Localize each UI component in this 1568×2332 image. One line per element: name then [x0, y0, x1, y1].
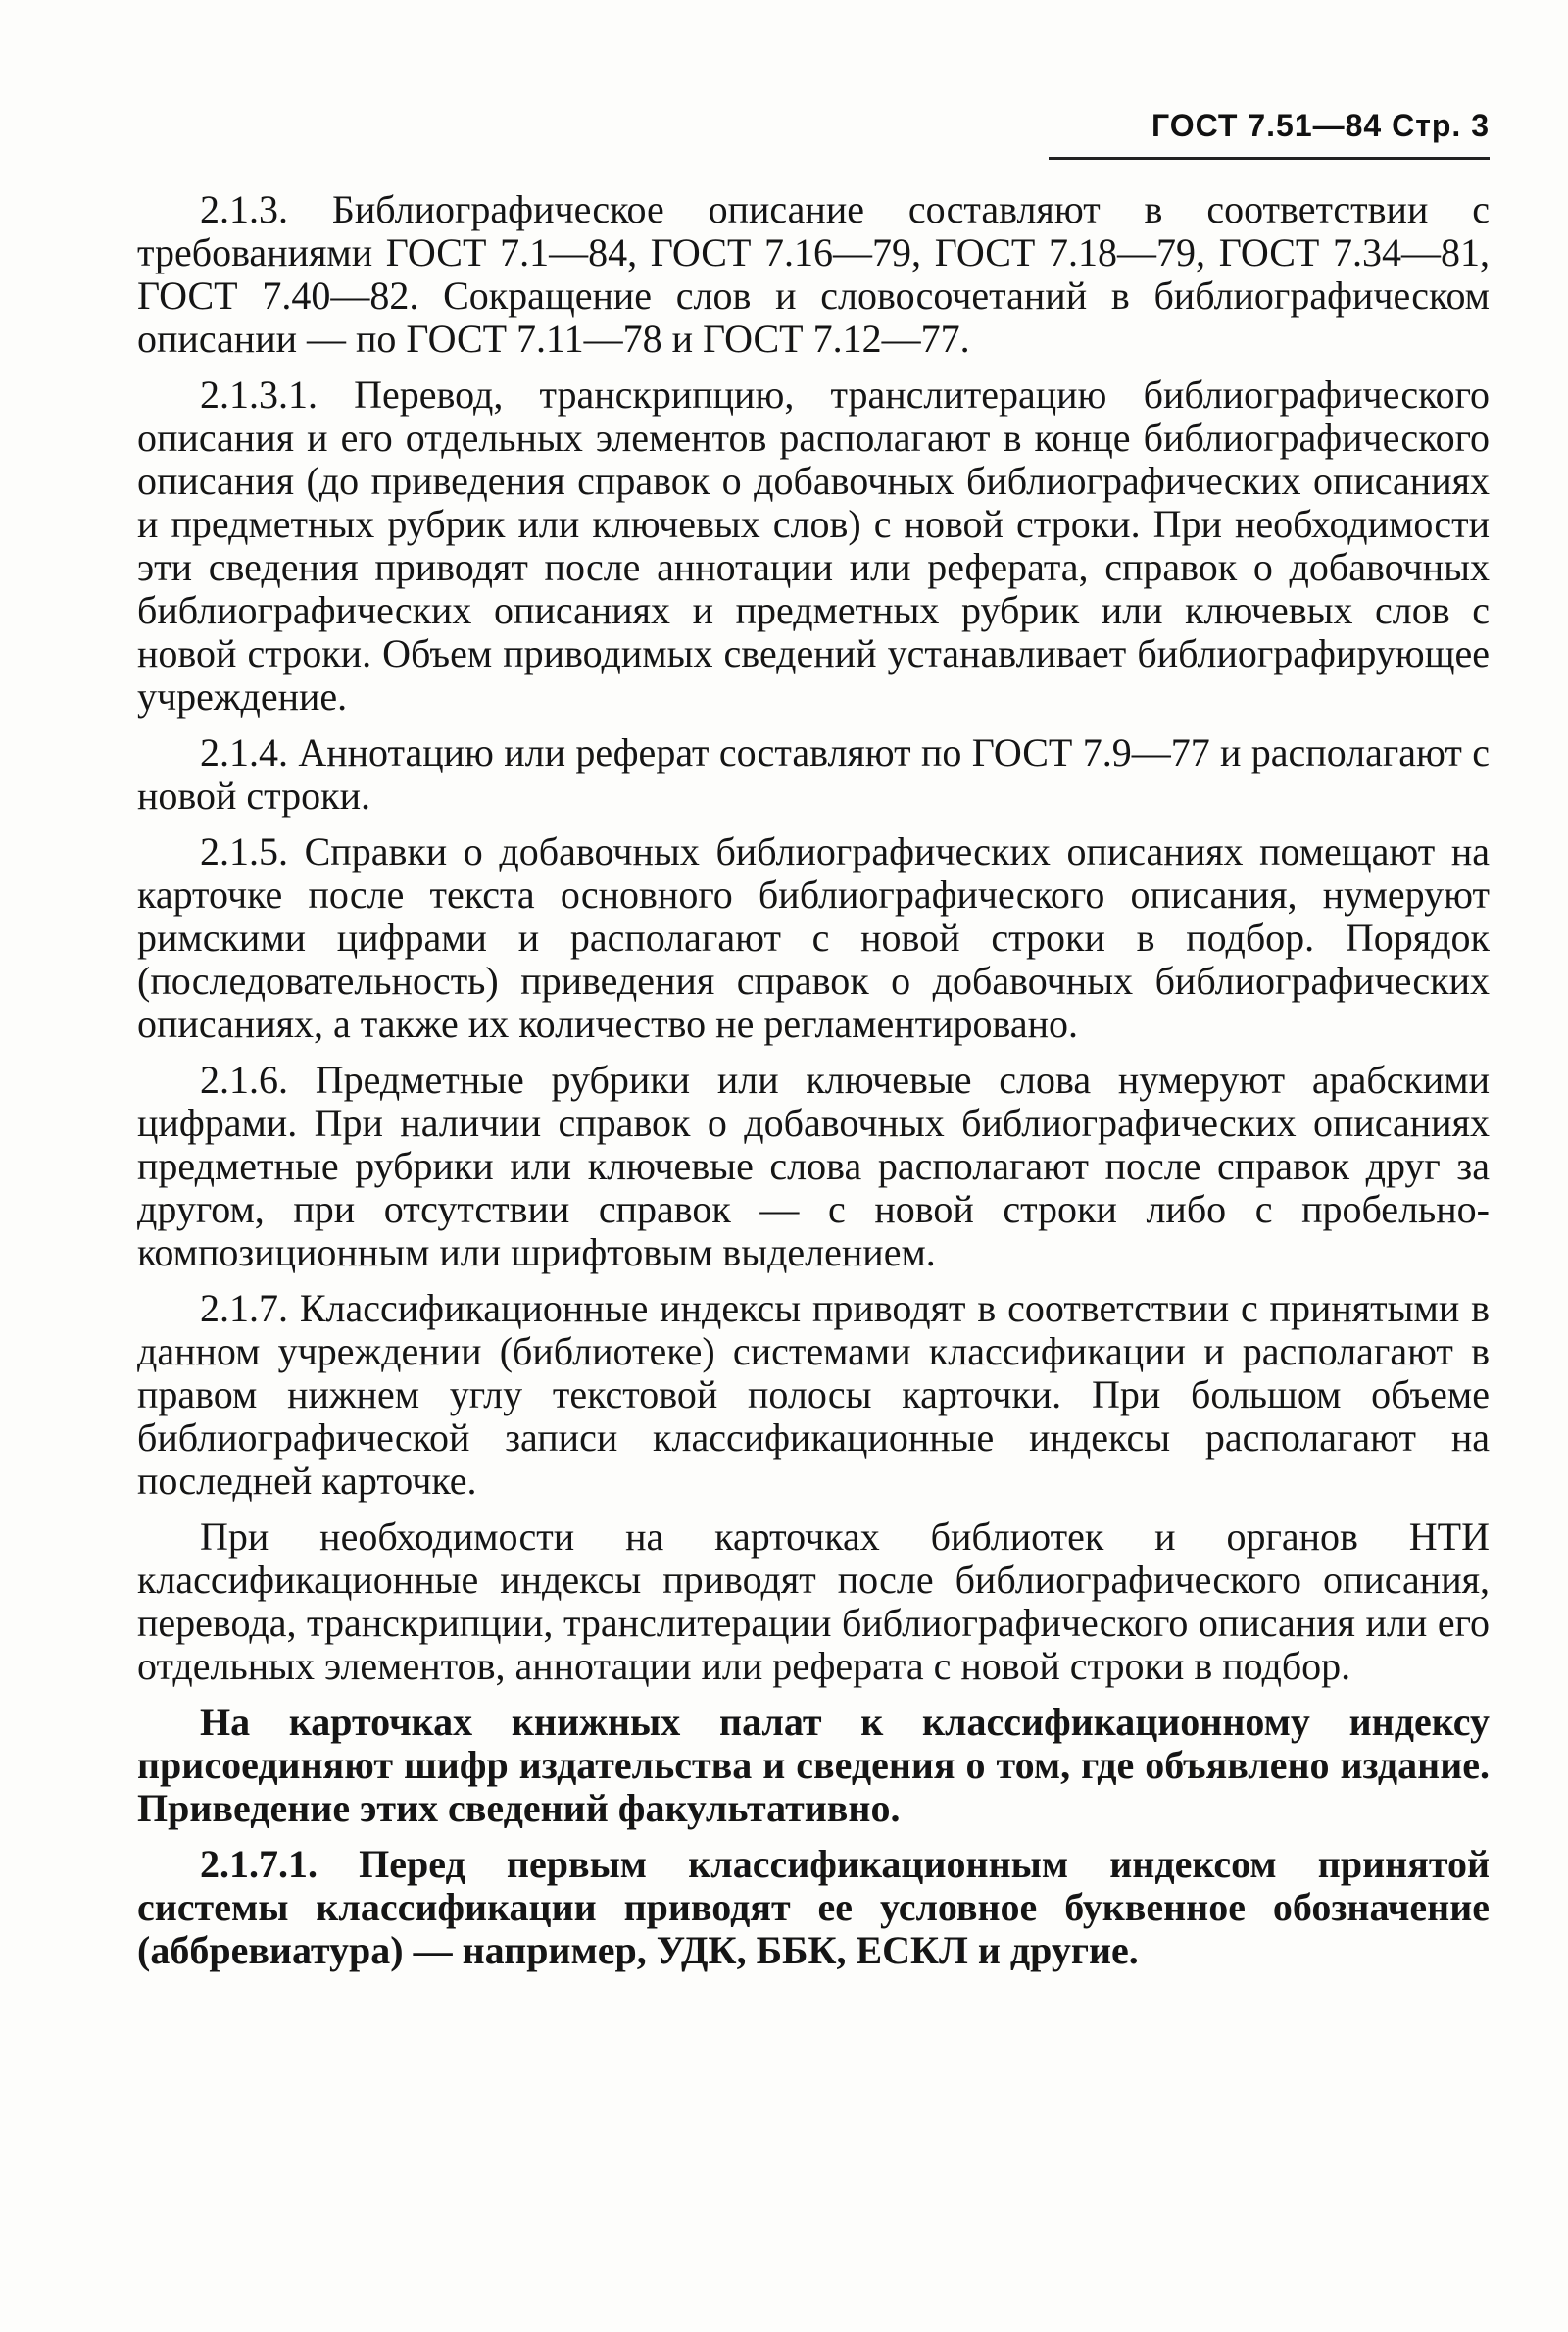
paragraph-2-1-4: 2.1.4. Аннотацию или реферат составляют по ГОСТ 7.9—77 и располагают с новой строки. — [137, 730, 1490, 818]
paragraph-2-1-7: 2.1.7. Классификационные индексы приводят в соответствии с принятыми в данном учреждении (библиотеке) системами классификации и располагают в правом нижнем углу текстовой полосы карточки. При большом объеме библиографической записи классификационные индексы располагают на последней карточке. — [137, 1286, 1490, 1503]
paragraph-2-1-3-1: 2.1.3.1. Перевод, транскрипцию, транслитерацию библиографического описания и его отдельных элементов располагают в конце библиографического описания (до приведения справок о добавочных библиографических описаниях и предметных рубрик или ключевых слов) с новой строки. При необходимости эти сведения приводят после аннотации или реферата, справок о добавочных библиографических описаниях и предметных рубрик или ключевых слов с новой строки. Объем приводимых сведений устанавливает библиографирующее учреждение. — [137, 372, 1490, 719]
paragraph-2-1-7-1: 2.1.7.1. Перед первым классификационным индексом принятой системы классификации приводят ее условное буквенное обозначение (аббревиатура) — например, УДК, ББК, ЕСКЛ и другие. — [137, 1842, 1490, 1972]
paragraph-2-1-6: 2.1.6. Предметные рубрики или ключевые слова нумеруют арабскими цифрами. При наличии справок о добавочных библиографических описаниях предметные рубрики или ключевые слова располагают после справок друг за другом, при отсутствии справок — с новой строки либо с пробельно-композиционным или шрифтовым выделением. — [137, 1058, 1490, 1274]
paragraph-2-1-5: 2.1.5. Справки о добавочных библиографических описаниях помещают на карточке после текста основного библиографического описания, нумеруют римскими цифрами и располагают с новой строки в подбор. Порядок (последовательность) приведения справок о добавочных библиографических описаниях, а также их количество не регламентировано. — [137, 829, 1490, 1046]
body-text — [137, 188, 1490, 1985]
header-rule — [1049, 157, 1490, 160]
paragraph-nti-indexes: При необходимости на карточках библиотек и органов НТИ классификационные индексы приводят после библиографического описания, перевода, транскрипции, транслитерации библиографического описания или его отдельных элементов, аннотации или реферата с новой строки в подбор. — [137, 1514, 1490, 1688]
paragraph-book-chambers: На карточках книжных палат к классификационному индексу присоединяют шифр издательства и сведения о том, где объявлено издание. Приведение этих сведений факультативно. — [137, 1700, 1490, 1830]
page-header: ГОСТ 7.51—84 Стр. 3 — [1151, 108, 1490, 143]
paragraph-2-1-3: 2.1.3. Библиографическое описание составляют в соответствии с требованиями ГОСТ 7.1—84, ГОСТ 7.16—79, ГОСТ 7.18—79, ГОСТ 7.34—81, ГОСТ 7.40—82. Сокращение слов и словосочетаний в библиографическом описании — по ГОСТ 7.11—78 и ГОСТ 7.12—77. — [137, 187, 1490, 361]
